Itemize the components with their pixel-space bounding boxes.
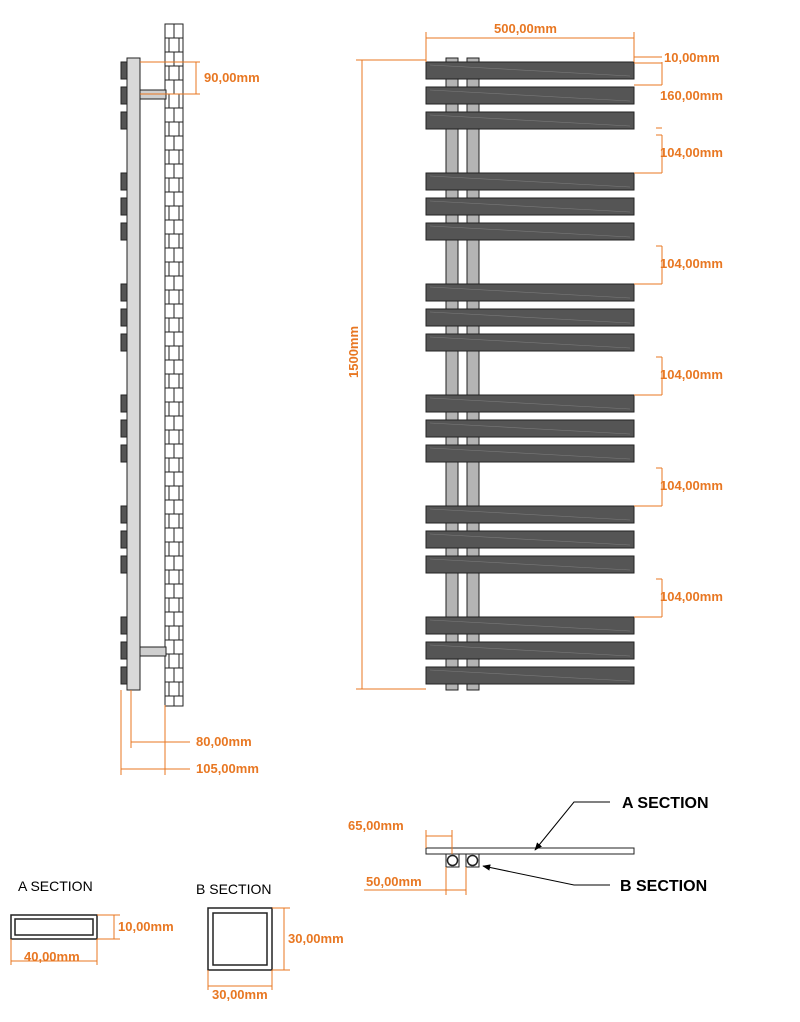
section-b-title: B SECTION: [196, 881, 272, 897]
side-post: [127, 58, 140, 690]
bottom-bracket: [140, 647, 166, 656]
bar-end-stub: [121, 284, 127, 301]
side-view: [121, 24, 260, 776]
section-a-title: A SECTION: [18, 878, 93, 894]
bar-end-stub: [121, 667, 127, 684]
bar-end-stub: [121, 87, 127, 104]
bar-end-stub: [121, 309, 127, 326]
group-gap-dims: [634, 135, 723, 617]
dim-65: 65,00mm: [348, 818, 404, 833]
dim-bottom-group: [121, 690, 259, 776]
dim-10-top: 10,00mm: [664, 50, 720, 65]
bar-end-stub: [121, 642, 127, 659]
bar-end-stubs: [121, 62, 127, 684]
section-a-dim-width: 40,00mm: [24, 949, 80, 964]
bar-end-stub: [121, 62, 127, 79]
bar-end-stub: [121, 173, 127, 190]
dim-90-group: [140, 62, 260, 94]
top-post-right-circle: [468, 856, 478, 866]
section-b-inner: [213, 913, 267, 965]
bar-end-stub: [121, 531, 127, 548]
dim-160: 160,00mm: [660, 88, 723, 103]
dim-height-group: [346, 60, 426, 689]
bar-end-stub: [121, 506, 127, 523]
bar-end-stub: [121, 112, 127, 129]
front-post-left: [446, 58, 458, 690]
section-a: [11, 878, 174, 965]
callout-b-line: [483, 866, 610, 885]
dim-1500: 1500mm: [346, 325, 361, 378]
callout-a-label: A SECTION: [622, 795, 709, 812]
bar-end-stub: [121, 617, 127, 634]
bar-end-stub: [121, 198, 127, 215]
dim-90: 90,00mm: [204, 70, 260, 85]
dim-104: 104,00mm: [660, 145, 723, 160]
section-b-dim-width: 30,00mm: [212, 987, 268, 1002]
section-b-dim-height: 30,00mm: [288, 931, 344, 946]
bar-end-stub: [121, 334, 127, 351]
dim-104: 104,00mm: [660, 478, 723, 493]
section-a-dim-height: 10,00mm: [118, 919, 174, 934]
bar-end-stub: [121, 556, 127, 573]
front-view: [346, 21, 723, 690]
top-post-left-circle: [448, 856, 458, 866]
dim-width-group: [426, 21, 634, 62]
bar-end-stub: [121, 223, 127, 240]
dim-50: 50,00mm: [366, 874, 422, 889]
top-view: [348, 795, 709, 895]
section-b: [196, 881, 344, 1002]
section-a-inner: [15, 919, 93, 935]
dim-105: 105,00mm: [196, 761, 259, 776]
callout-b-label: B SECTION: [620, 878, 708, 895]
dim-104: 104,00mm: [660, 589, 723, 604]
front-post-right: [467, 58, 479, 690]
bar-end-stub: [121, 420, 127, 437]
dim-80: 80,00mm: [196, 734, 252, 749]
dim-500: 500,00mm: [494, 21, 557, 36]
top-bar: [426, 848, 634, 854]
dim-104: 104,00mm: [660, 256, 723, 271]
bar-end-stub: [121, 445, 127, 462]
bar-end-stub: [121, 395, 127, 412]
callout-a-line: [535, 802, 610, 850]
dim-104: 104,00mm: [660, 367, 723, 382]
dim-right-group: [634, 50, 723, 128]
brick-wall: [165, 24, 183, 706]
